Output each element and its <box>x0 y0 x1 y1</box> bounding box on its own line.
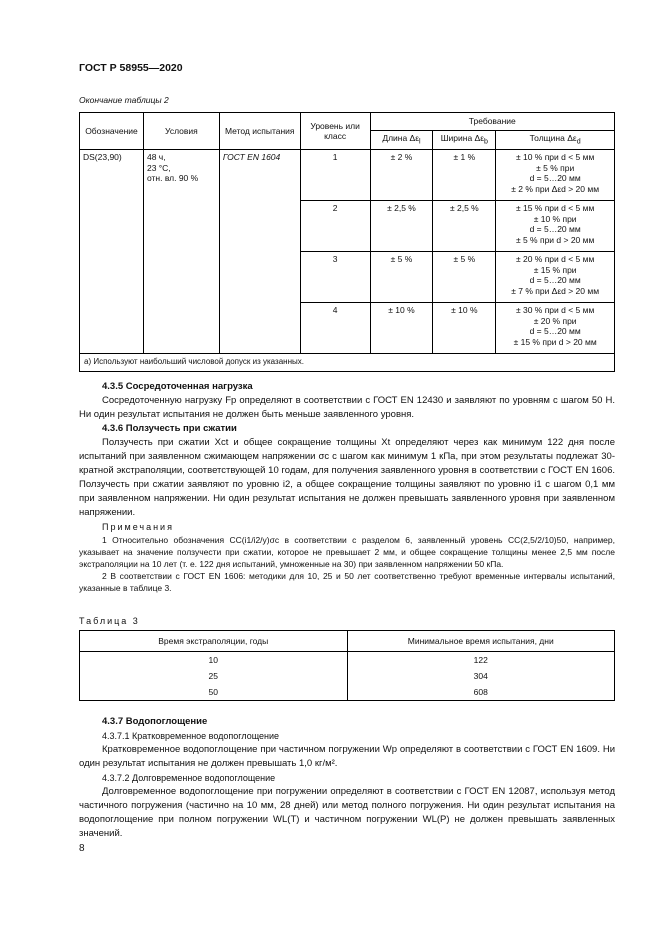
th-thickness: Толщина $\Delta\varepsilon_d$ <box>496 131 615 150</box>
cell-width: ± 5 % <box>433 252 496 303</box>
th-width: Ширина $\Delta\varepsilon_b$ <box>433 131 496 150</box>
cell-thickness: ± 15 % при d < 5 мм ± 10 % при d = 5…20 мм ± 5 % при d > 20 мм <box>496 201 615 252</box>
cell-method: ГОСТ EN 1604 <box>219 150 300 354</box>
table-3 <box>79 630 615 701</box>
th-designation: Обозначение <box>80 113 144 150</box>
cell-days: 122 <box>347 652 615 669</box>
table2-caption: Окончание таблицы 2 <box>79 95 169 105</box>
cell-length: ± 5 % <box>370 252 433 303</box>
cell-years: 25 <box>80 668 348 684</box>
section-heading: 4.3.5 Сосредоточенная нагрузка <box>102 381 253 392</box>
cell-conditions: 48 ч, 23 °С, отн. вл. 90 % <box>143 150 219 354</box>
cell-width: ± 1 % <box>433 150 496 201</box>
cell-length: ± 2 % <box>370 150 433 201</box>
cell-thickness: ± 30 % при d < 5 мм ± 20 % при d = 5…20 мм ± 15 % при d > 20 мм <box>496 303 615 354</box>
table-2 <box>79 112 615 372</box>
cell-thickness: ± 20 % при d < 5 мм ± 15 % при d = 5…20 мм ± 7 % при Δεd > 20 мм <box>496 252 615 303</box>
paragraph: Сосредоточенную нагрузку Fp определяют в соответствии с ГОСТ EN 12430 и заявляют по уровням с шагом 50 Н. Ни один результат испытания не должен быть меньше заявленного уровня. <box>79 395 615 420</box>
cell-level: 4 <box>300 303 370 354</box>
note-2: 2 В соответствии с ГОСТ EN 1606: методики для 10, 25 и 50 лет соответственно требуют временные интервалы испытаний, указанные в таблице 3. <box>79 571 615 593</box>
notes-label: Примечания <box>102 522 174 532</box>
cell-level: 2 <box>300 201 370 252</box>
paragraph: Ползучесть при сжатии Xct и общее сокращение толщины Xt определяют через как минимум 122 дня после испытаний при заявленном сжимающем напряжении σc с шагом как минимум 1 кПа, при этом результаты подлежат 30-кратной экстраполяции, соответствующей 10 годам, для получения заявленного уровня в соответствии с ГОСТ EN 1606. Ползучесть при сжатии заявляют по уровню i2, а общее сокращение толщины заявляют по уровню i1 с шагом 0,1 мм при заявленном напряжении. Ни один результат испытания не должен превышать заявленного уровня при заявленном напряжении. <box>79 437 615 518</box>
table-row <box>80 652 615 669</box>
th-conditions: Условия <box>143 113 219 150</box>
th-length: Длина $\Delta\varepsilon_l$ <box>370 131 433 150</box>
table2-footnote: а) Используют наибольший числовой допуск из указанных. <box>80 354 615 372</box>
cell-years: 10 <box>80 652 348 669</box>
paragraph: Кратковременное водопоглощение при частичном погружении Wp определяют в соответствии с ГОСТ EN 1609. Ни один результат испытания не должен превышать 1,0 кг/м². <box>79 744 615 769</box>
cell-length: ± 2,5 % <box>370 201 433 252</box>
th-method: Метод испытания <box>219 113 300 150</box>
subsection-heading: 4.3.7.2 Долговременное водопоглощение <box>102 773 276 783</box>
table3-caption: Таблица 3 <box>79 616 140 626</box>
section-heading: 4.3.6 Ползучесть при сжатии <box>102 423 237 434</box>
cell-width: ± 10 % <box>433 303 496 354</box>
th-days: Минимальное время испытания, дни <box>347 631 615 652</box>
th-requirement: Требование <box>370 113 614 131</box>
section-4-3-6 <box>79 422 615 594</box>
section-4-3-7 <box>79 715 615 841</box>
cell-level: 1 <box>300 150 370 201</box>
th-years: Время экстраполяции, годы <box>80 631 348 652</box>
table-row <box>80 684 615 701</box>
th-level: Уровень или класс <box>300 113 370 150</box>
cell-designation: DS(23,90) <box>80 150 144 354</box>
page-number: 8 <box>79 843 85 854</box>
document-id: ГОСТ Р 58955—2020 <box>79 62 183 74</box>
section-heading: 4.3.7 Водопоглощение <box>102 716 208 727</box>
cell-length: ± 10 % <box>370 303 433 354</box>
subsection-heading: 4.3.7.1 Кратковременное водопоглощение <box>102 731 280 741</box>
cell-width: ± 2,5 % <box>433 201 496 252</box>
paragraph: Долговременное водопоглощение при погружении определяют в соответствии с ГОСТ EN 12087, используя метод частичного погружения (частично на 10 мм, 28 дней) или метод полного погружения. Ни один результат испытания на водопоглощение при полном погружении WL(T) и частичном погружении WL(P) не должен превышать заявленных значений. <box>79 786 615 839</box>
note-1: 1 Относительно обозначения CC(i1/i2/y)σc в соответствии с разделом 6, заявленный уровень CC(2,5/2/10)50, например, указывает на значение ползучести при сжатии, которое не превышает 2 мм, и общее сокращение толщины менее 2,5 мм после экстраполяции на 10 лет (т. е. 122 дня испытаний, умноженные на 30) при заявленном напряжении 50 кПа. <box>79 535 615 569</box>
cell-days: 304 <box>347 668 615 684</box>
cell-level: 3 <box>300 252 370 303</box>
table-row <box>80 668 615 684</box>
cell-years: 50 <box>80 684 348 701</box>
section-4-3-5 <box>79 380 615 422</box>
cell-thickness: ± 10 % при d < 5 мм ± 5 % при d = 5…20 мм ± 2 % при Δεd > 20 мм <box>496 150 615 201</box>
cell-days: 608 <box>347 684 615 701</box>
